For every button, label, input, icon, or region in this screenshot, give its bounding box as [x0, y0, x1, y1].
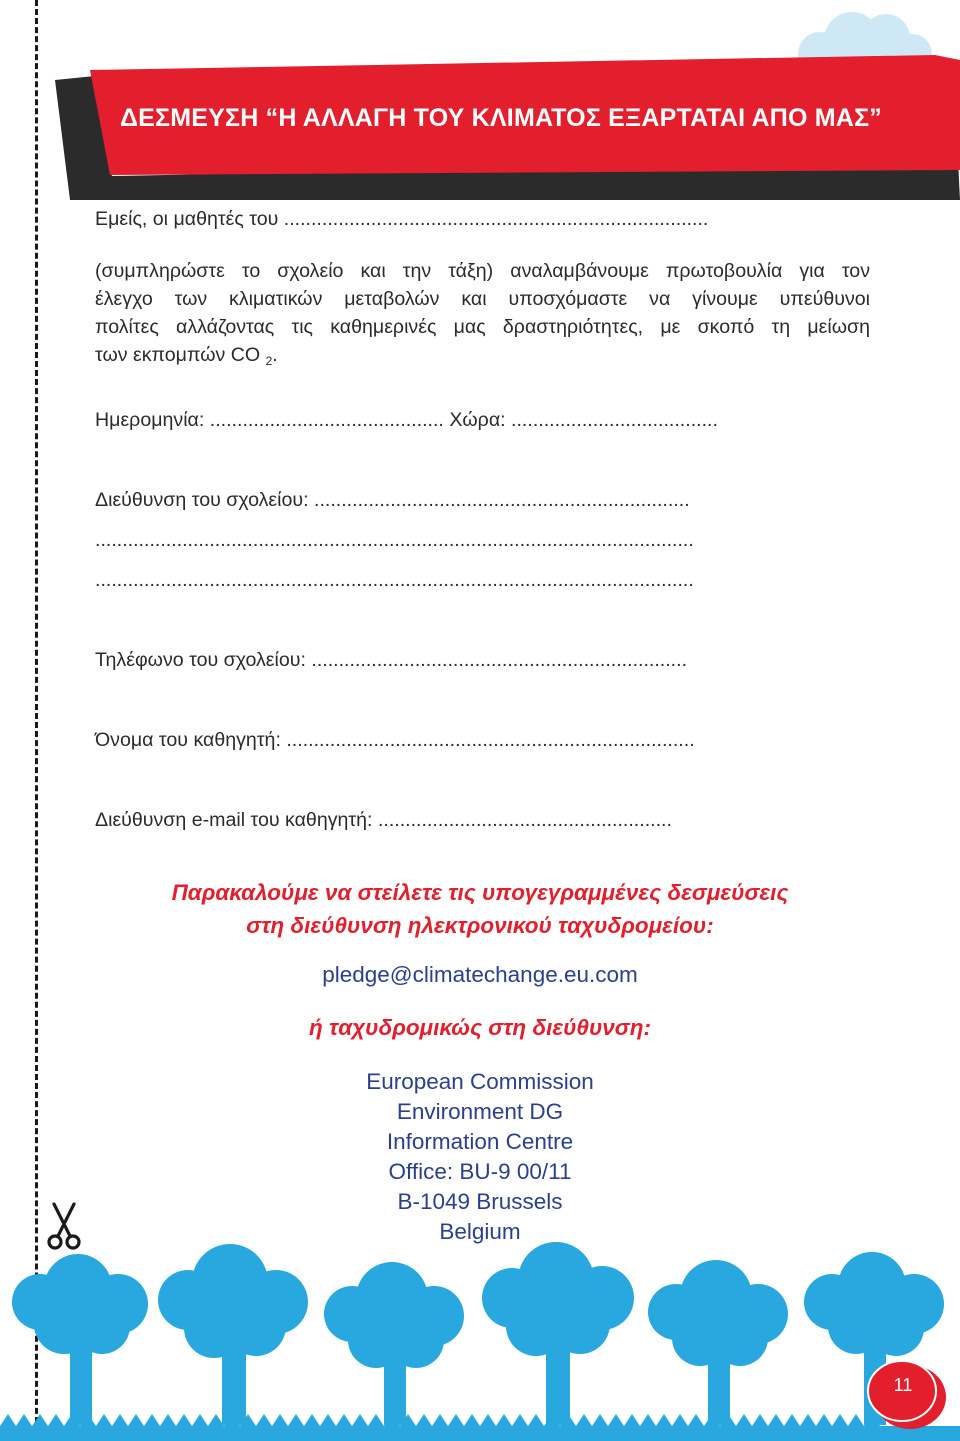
address-line: Information Centre: [386, 1129, 574, 1154]
address-line: B-1049 Brussels: [397, 1189, 563, 1214]
address-line-2[interactable]: ..............................................................................................................: [95, 529, 694, 551]
date-country-row: [95, 406, 718, 434]
paragraph-line: έλεγχο των κλιματικών μεταβολών και υποσχόμαστε να γίνουμε υπεύθυνοι: [95, 288, 870, 310]
title-banner: [0, 0, 960, 200]
email-row: [95, 806, 672, 834]
postal-intro: ή ταχυδρομικώς στη διεύθυνση:: [309, 1015, 651, 1040]
paragraph-line: πολίτες αλλάζοντας τις καθημερινές μας δραστηριότητες, με σκοπό τη μείωση: [95, 316, 870, 338]
instructions-line-2: στη διεύθυνση ηλεκτρονικού ταχυδρομείου:: [246, 913, 714, 938]
address-field[interactable]: .....................................................................: [314, 489, 690, 511]
email-field[interactable]: ......................................................: [377, 809, 672, 831]
tree-icon: [648, 1260, 788, 1425]
page-number: 11: [893, 1375, 913, 1395]
tree-icon: [324, 1262, 464, 1425]
teacher-field[interactable]: ...........................................................................: [286, 729, 695, 751]
address-line: European Commission: [366, 1069, 594, 1094]
address-row: [95, 486, 690, 514]
pledge-paragraph: [95, 257, 870, 375]
phone-row: [95, 646, 687, 674]
date-label: Ημερομηνία:: [95, 409, 210, 431]
address-line: Belgium: [439, 1219, 521, 1244]
pledge-email-link[interactable]: pledge@climatechange.eu.com: [322, 962, 638, 987]
country-label: Χώρα:: [443, 409, 512, 431]
instructions-line-1: Παρακαλούμε να στείλετε τις υπογεγραμμένες δεσμεύσεις: [171, 880, 789, 905]
paragraph-line: [95, 341, 870, 375]
teacher-row: [95, 726, 695, 754]
date-field[interactable]: ...........................................: [209, 409, 444, 431]
email-label: Διεύθυνση e-mail του καθηγητή:: [95, 809, 378, 831]
address-line: Environment DG: [396, 1099, 564, 1124]
tree-row: [0, 1240, 960, 1441]
address-line: Office: BU-9 00/11: [388, 1159, 572, 1184]
co2-subscript: 2: [265, 354, 273, 368]
paragraph-line: (συμπληρώστε το σχολείο και την τάξη) αναλαμβάνουμε πρωτοβουλία για τον: [95, 260, 870, 282]
address-line-3[interactable]: ..............................................................................................................: [95, 569, 694, 591]
phone-label: Τηλέφωνο του σχολείου:: [95, 649, 312, 671]
address-label: Διεύθυνση του σχολείου:: [95, 489, 315, 511]
students-row: [95, 205, 708, 233]
teacher-label: Όνομα του καθηγητή:: [95, 729, 287, 751]
co2-period: .: [272, 344, 278, 366]
country-field[interactable]: ......................................: [511, 409, 718, 431]
tree-icon: [482, 1242, 634, 1425]
students-label: Εμείς, οι μαθητές του: [95, 208, 284, 230]
tree-icon: [158, 1244, 308, 1425]
phone-field[interactable]: .....................................................................: [311, 649, 688, 671]
tree-icon: [12, 1254, 148, 1425]
co2-text: των εκπομπών CO: [95, 344, 261, 366]
page-title: ΔΕΣΜΕΥΣΗ “Η ΑΛΛΑΓΗ ΤΟΥ ΚΛΙΜΑΤΟΣ ΕΞΑΡΤΑΤΑΙ ΑΠΟ ΜΑΣ”: [120, 104, 882, 132]
students-field[interactable]: ..............................................................................: [283, 208, 709, 230]
